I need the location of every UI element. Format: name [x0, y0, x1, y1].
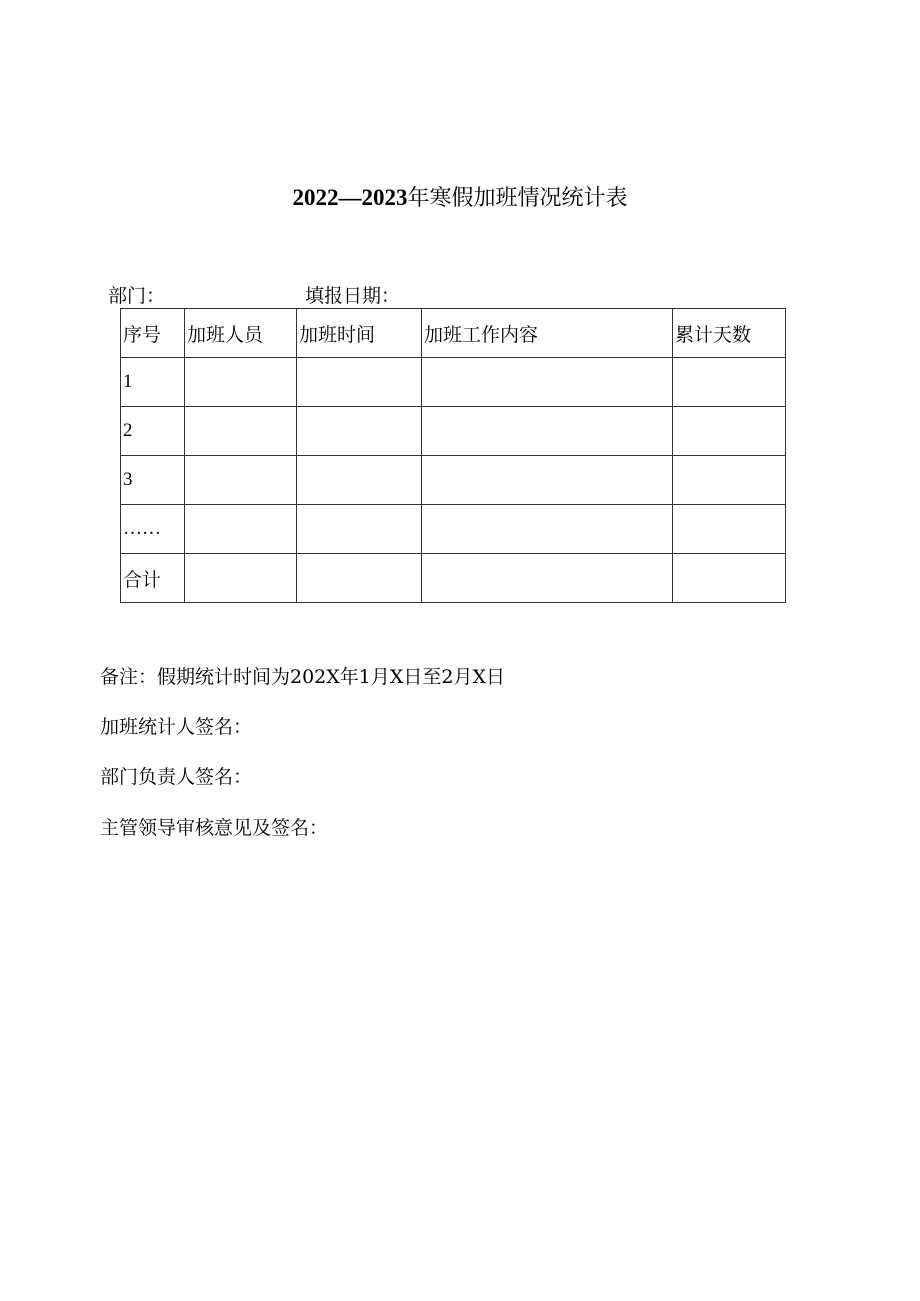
row-content-cell[interactable]: [422, 407, 673, 456]
row-content-cell[interactable]: [422, 505, 673, 554]
row-time-cell[interactable]: [297, 554, 422, 603]
page-title: [0, 183, 920, 214]
remark-note: 备注：假期统计时间为202X年1月X日至2月X日: [100, 666, 506, 688]
row-content-cell[interactable]: [422, 554, 673, 603]
row-content-cell[interactable]: [422, 358, 673, 407]
row-days-cell[interactable]: [673, 505, 786, 554]
row-staff-cell[interactable]: [185, 407, 297, 456]
supervisor-signature-label: 主管领导审核意见及签名：: [100, 817, 329, 839]
row-days-cell[interactable]: [673, 358, 786, 407]
row-staff-cell[interactable]: [185, 505, 297, 554]
row-days-cell[interactable]: [673, 407, 786, 456]
table-header-row: [121, 309, 786, 358]
row-total-label: 合计: [121, 554, 185, 603]
table-row: [121, 358, 786, 407]
row-days-cell[interactable]: [673, 456, 786, 505]
title-text: 年寒假加班情况统计表: [407, 186, 628, 211]
overtime-stat-signature-label: 加班统计人签名：: [100, 716, 253, 738]
header-staff: 加班人员: [185, 309, 297, 358]
header-time: 加班时间: [297, 309, 422, 358]
row-staff-cell[interactable]: [185, 456, 297, 505]
overtime-table: [120, 308, 786, 603]
row-seq: 2: [121, 407, 185, 456]
row-time-cell[interactable]: [297, 407, 422, 456]
row-time-cell[interactable]: [297, 456, 422, 505]
table-row: [121, 505, 786, 554]
row-seq: 1: [121, 358, 185, 407]
title-year: 2022—2023: [292, 185, 408, 210]
row-time-cell[interactable]: [297, 358, 422, 407]
report-date-label: 填报日期：: [305, 285, 401, 307]
row-time-cell[interactable]: [297, 505, 422, 554]
row-content-cell[interactable]: [422, 456, 673, 505]
department-label: 部门：: [108, 285, 166, 307]
table-total-row: [121, 554, 786, 603]
header-content: 加班工作内容: [422, 309, 673, 358]
row-days-cell[interactable]: [673, 554, 786, 603]
row-seq: 3: [121, 456, 185, 505]
table-row: [121, 407, 786, 456]
dept-head-signature-label: 部门负责人签名：: [100, 766, 253, 788]
row-seq: ……: [121, 505, 185, 554]
table-row: [121, 456, 786, 505]
header-seq: 序号: [121, 309, 185, 358]
header-days: 累计天数: [673, 309, 786, 358]
row-staff-cell[interactable]: [185, 554, 297, 603]
row-staff-cell[interactable]: [185, 358, 297, 407]
